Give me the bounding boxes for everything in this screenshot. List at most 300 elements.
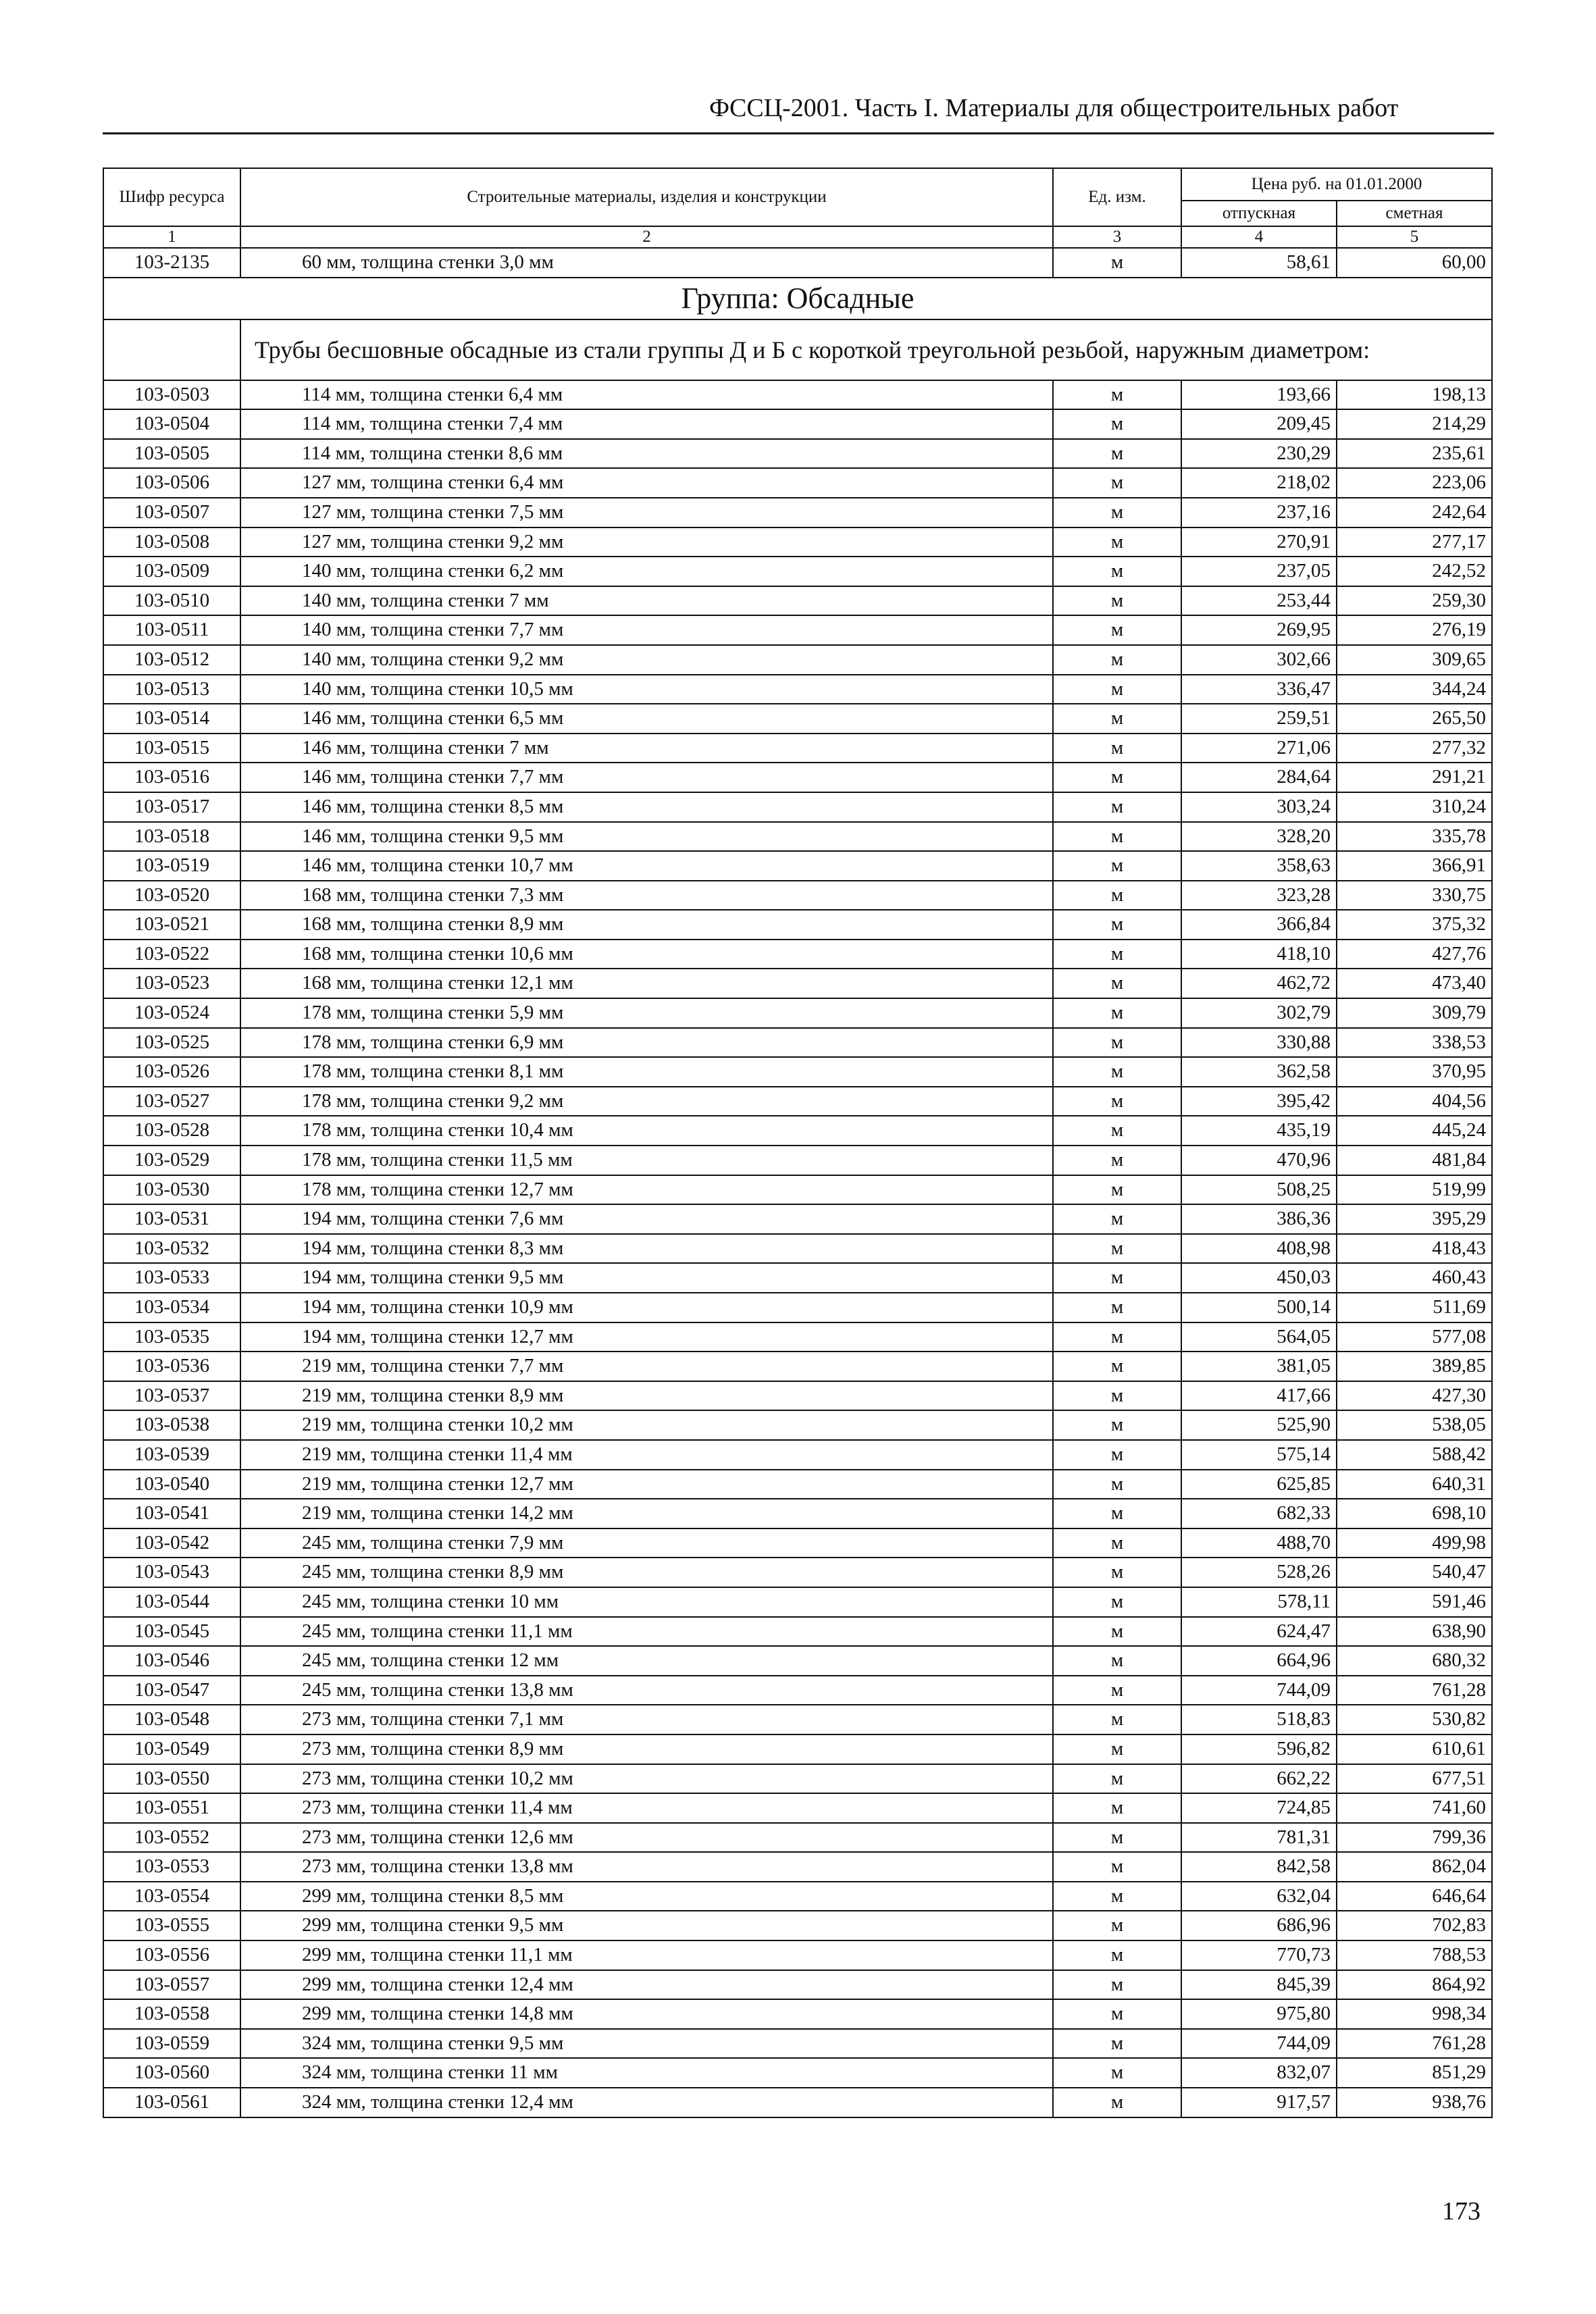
cell-code: 103-0550 xyxy=(103,1764,240,1794)
cell-unit: м xyxy=(1053,998,1181,1028)
cell-estimate-price: 291,21 xyxy=(1337,763,1492,792)
cell-release-price: 253,44 xyxy=(1181,586,1337,616)
cell-estimate-price: 761,28 xyxy=(1337,2029,1492,2059)
cell-estimate-price: 646,64 xyxy=(1337,1882,1492,1911)
cell-release-price: 323,28 xyxy=(1181,881,1337,910)
cell-unit: м xyxy=(1053,1028,1181,1058)
cell-release-price: 596,82 xyxy=(1181,1734,1337,1764)
table-row xyxy=(103,1823,1492,1853)
table-row xyxy=(103,851,1492,881)
table-row xyxy=(103,1558,1492,1587)
cell-estimate-price: 330,75 xyxy=(1337,881,1492,910)
cell-code: 103-0539 xyxy=(103,1440,240,1470)
cell-code: 103-0558 xyxy=(103,1999,240,2029)
group-description-row xyxy=(103,319,1492,380)
table-row xyxy=(103,881,1492,910)
column-numbers-row xyxy=(103,226,1492,248)
table-row xyxy=(103,1410,1492,1440)
cell-unit: м xyxy=(1053,969,1181,998)
cell-estimate-price: 519,99 xyxy=(1337,1175,1492,1205)
cell-release-price: 270,91 xyxy=(1181,528,1337,557)
cell-name: 60 мм, толщина стенки 3,0 мм xyxy=(240,248,1053,278)
cell-code: 103-0520 xyxy=(103,881,240,910)
table-row xyxy=(103,645,1492,675)
cell-name: 127 мм, толщина стенки 6,4 мм xyxy=(240,468,1053,498)
cell-estimate-price: 370,95 xyxy=(1337,1057,1492,1087)
cell-estimate-price: 577,08 xyxy=(1337,1322,1492,1352)
cell-estimate-price: 198,13 xyxy=(1337,380,1492,410)
cell-release-price: 193,66 xyxy=(1181,380,1337,410)
cell-release-price: 632,04 xyxy=(1181,1882,1337,1911)
cell-name: 146 мм, толщина стенки 7 мм xyxy=(240,734,1053,763)
group-title-row xyxy=(103,278,1492,319)
cell-unit: м xyxy=(1053,1410,1181,1440)
cell-name: 140 мм, толщина стенки 10,5 мм xyxy=(240,675,1053,704)
cell-release-price: 518,83 xyxy=(1181,1705,1337,1734)
cell-estimate-price: 460,43 xyxy=(1337,1263,1492,1293)
table-row xyxy=(103,615,1492,645)
cell-estimate-price: 335,78 xyxy=(1337,822,1492,852)
cell-name: 146 мм, толщина стенки 7,7 мм xyxy=(240,763,1053,792)
cell-name: 127 мм, толщина стенки 9,2 мм xyxy=(240,528,1053,557)
cell-code: 103-0514 xyxy=(103,704,240,734)
cell-unit: м xyxy=(1053,1940,1181,1970)
cell-estimate-price: 864,92 xyxy=(1337,1970,1492,2000)
cell-code: 103-0545 xyxy=(103,1617,240,1647)
cell-estimate-price: 259,30 xyxy=(1337,586,1492,616)
cell-release-price: 209,45 xyxy=(1181,409,1337,439)
cell-release-price: 362,58 xyxy=(1181,1057,1337,1087)
cell-name: 245 мм, толщина стенки 7,9 мм xyxy=(240,1528,1053,1558)
cell-estimate-price: 680,32 xyxy=(1337,1646,1492,1676)
cell-release-price: 624,47 xyxy=(1181,1617,1337,1647)
cell-code: 103-0560 xyxy=(103,2058,240,2088)
cell-unit: м xyxy=(1053,586,1181,616)
cell-unit: м xyxy=(1053,615,1181,645)
cell-unit: м xyxy=(1053,910,1181,940)
cell-unit: м xyxy=(1053,1116,1181,1146)
cell-estimate-price: 389,85 xyxy=(1337,1352,1492,1381)
cell-unit: м xyxy=(1053,1823,1181,1853)
table-row xyxy=(103,1234,1492,1264)
cell-estimate-price: 698,10 xyxy=(1337,1499,1492,1528)
table-row xyxy=(103,1057,1492,1087)
table-row xyxy=(103,1499,1492,1528)
cell-code: 103-0543 xyxy=(103,1558,240,1587)
table-row xyxy=(103,1146,1492,1175)
group-description: Трубы бесшовные обсадные из стали группы Д и Б с короткой треугольной резьбой, наружным диаметром: xyxy=(240,319,1492,380)
cell-unit: м xyxy=(1053,1970,1181,2000)
cell-code: 103-0524 xyxy=(103,998,240,1028)
cell-estimate-price: 310,24 xyxy=(1337,792,1492,822)
table-row xyxy=(103,439,1492,469)
cell-release-price: 724,85 xyxy=(1181,1793,1337,1823)
table-row xyxy=(103,468,1492,498)
cell-estimate-price: 427,76 xyxy=(1337,940,1492,969)
cell-unit: м xyxy=(1053,1146,1181,1175)
cell-name: 219 мм, толщина стенки 10,2 мм xyxy=(240,1410,1053,1440)
cell-unit: м xyxy=(1053,1852,1181,1882)
cell-name: 219 мм, толщина стенки 8,9 мм xyxy=(240,1381,1053,1411)
cell-code: 103-0505 xyxy=(103,439,240,469)
cell-estimate-price: 404,56 xyxy=(1337,1087,1492,1116)
cell-code: 103-0551 xyxy=(103,1793,240,1823)
cell-estimate-price: 851,29 xyxy=(1337,2058,1492,2088)
cell-unit: м xyxy=(1053,822,1181,852)
cell-name: 299 мм, толщина стенки 11,1 мм xyxy=(240,1940,1053,1970)
cell-name: 146 мм, толщина стенки 10,7 мм xyxy=(240,851,1053,881)
cell-estimate-price: 344,24 xyxy=(1337,675,1492,704)
cell-estimate-price: 445,24 xyxy=(1337,1116,1492,1146)
cell-release-price: 435,19 xyxy=(1181,1116,1337,1146)
cell-release-price: 781,31 xyxy=(1181,1823,1337,1853)
cell-code: 103-0515 xyxy=(103,734,240,763)
cell-code: 103-0504 xyxy=(103,409,240,439)
table-row xyxy=(103,2058,1492,2088)
cell-unit: м xyxy=(1053,1381,1181,1411)
cell-release-price: 578,11 xyxy=(1181,1587,1337,1617)
cell-estimate-price: 530,82 xyxy=(1337,1705,1492,1734)
cell-code: 103-0510 xyxy=(103,586,240,616)
cell-name: 140 мм, толщина стенки 6,2 мм xyxy=(240,557,1053,586)
table-row xyxy=(103,1204,1492,1234)
cell-unit: м xyxy=(1053,498,1181,528)
cell-name: 140 мм, толщина стенки 9,2 мм xyxy=(240,645,1053,675)
cell-estimate-price: 481,84 xyxy=(1337,1146,1492,1175)
cell-unit: м xyxy=(1053,1999,1181,2029)
cell-name: 178 мм, толщина стенки 5,9 мм xyxy=(240,998,1053,1028)
table-row xyxy=(103,969,1492,998)
table-row xyxy=(103,2029,1492,2059)
cell-estimate-price: 427,30 xyxy=(1337,1381,1492,1411)
table-row xyxy=(103,1116,1492,1146)
cell-estimate-price: 677,51 xyxy=(1337,1764,1492,1794)
cell-release-price: 284,64 xyxy=(1181,763,1337,792)
cell-release-price: 564,05 xyxy=(1181,1322,1337,1352)
cell-unit: м xyxy=(1053,881,1181,910)
cell-estimate-price: 375,32 xyxy=(1337,910,1492,940)
cell-release-price: 832,07 xyxy=(1181,2058,1337,2088)
cell-name: 324 мм, толщина стенки 12,4 мм xyxy=(240,2088,1053,2117)
cell-release-price: 302,66 xyxy=(1181,645,1337,675)
header-rule xyxy=(103,132,1494,134)
cell-estimate-price: 640,31 xyxy=(1337,1470,1492,1499)
cell-code: 103-0521 xyxy=(103,910,240,940)
cell-release-price: 508,25 xyxy=(1181,1175,1337,1205)
cell-release-price: 358,63 xyxy=(1181,851,1337,881)
cell-release-price: 336,47 xyxy=(1181,675,1337,704)
cell-release-price: 237,16 xyxy=(1181,498,1337,528)
col-number: 2 xyxy=(240,226,1053,248)
cell-name: 178 мм, толщина стенки 10,4 мм xyxy=(240,1116,1053,1146)
cell-code: 103-0527 xyxy=(103,1087,240,1116)
cell-estimate-price: 741,60 xyxy=(1337,1793,1492,1823)
cell-code: 103-0526 xyxy=(103,1057,240,1087)
cell-estimate-price: 788,53 xyxy=(1337,1940,1492,1970)
cell-estimate-price: 538,05 xyxy=(1337,1410,1492,1440)
cell-estimate-price: 938,76 xyxy=(1337,2088,1492,2117)
cell-name: 178 мм, толщина стенки 12,7 мм xyxy=(240,1175,1053,1205)
table-row xyxy=(103,1381,1492,1411)
table-row xyxy=(103,1911,1492,1940)
cell-release-price: 218,02 xyxy=(1181,468,1337,498)
table-row xyxy=(103,1322,1492,1352)
cell-release-price: 259,51 xyxy=(1181,704,1337,734)
table-row xyxy=(103,1470,1492,1499)
cell-unit: м xyxy=(1053,2088,1181,2117)
table-row xyxy=(103,1734,1492,1764)
cell-release-price: 625,85 xyxy=(1181,1470,1337,1499)
cell-name: 299 мм, толщина стенки 9,5 мм xyxy=(240,1911,1053,1940)
cell-release-price: 237,05 xyxy=(1181,557,1337,586)
cell-name: 273 мм, толщина стенки 10,2 мм xyxy=(240,1764,1053,1794)
table-row xyxy=(103,586,1492,616)
table-row xyxy=(103,1587,1492,1617)
cell-unit: м xyxy=(1053,1322,1181,1352)
cell-release-price: 662,22 xyxy=(1181,1764,1337,1794)
cell-unit: м xyxy=(1053,1528,1181,1558)
cell-code: 103-0549 xyxy=(103,1734,240,1764)
cell-unit: м xyxy=(1053,940,1181,969)
table-row xyxy=(103,557,1492,586)
cell-unit: м xyxy=(1053,645,1181,675)
cell-unit: м xyxy=(1053,380,1181,410)
cell-unit: м xyxy=(1053,704,1181,734)
cell-estimate-price: 473,40 xyxy=(1337,969,1492,998)
cell-release-price: 58,61 xyxy=(1181,248,1337,278)
cell-release-price: 686,96 xyxy=(1181,1911,1337,1940)
cell-release-price: 770,73 xyxy=(1181,1940,1337,1970)
cell-code: 103-0535 xyxy=(103,1322,240,1352)
cell-unit: м xyxy=(1053,1793,1181,1823)
cell-unit: м xyxy=(1053,1263,1181,1293)
cell-name: 273 мм, толщина стенки 7,1 мм xyxy=(240,1705,1053,1734)
cell-name: 299 мм, толщина стенки 12,4 мм xyxy=(240,1970,1053,2000)
cell-name: 168 мм, толщина стенки 7,3 мм xyxy=(240,881,1053,910)
cell-unit: м xyxy=(1053,1882,1181,1911)
cell-release-price: 366,84 xyxy=(1181,910,1337,940)
cell-release-price: 450,03 xyxy=(1181,1263,1337,1293)
col-estimate-header: сметная xyxy=(1337,201,1492,226)
cell-estimate-price: 235,61 xyxy=(1337,439,1492,469)
cell-code: 103-0554 xyxy=(103,1882,240,1911)
cell-name: 245 мм, толщина стенки 11,1 мм xyxy=(240,1617,1053,1647)
cell-estimate-price: 702,83 xyxy=(1337,1911,1492,1940)
cell-unit: м xyxy=(1053,1617,1181,1647)
cell-code: 103-0530 xyxy=(103,1175,240,1205)
cell-release-price: 488,70 xyxy=(1181,1528,1337,1558)
table-row xyxy=(103,1970,1492,2000)
cell-unit: м xyxy=(1053,1234,1181,1264)
cell-unit: м xyxy=(1053,1558,1181,1587)
cell-release-price: 330,88 xyxy=(1181,1028,1337,1058)
cell-name: 219 мм, толщина стенки 14,2 мм xyxy=(240,1499,1053,1528)
cell-code: 103-0523 xyxy=(103,969,240,998)
cell-name: 168 мм, толщина стенки 10,6 мм xyxy=(240,940,1053,969)
table-row xyxy=(103,248,1492,278)
cell-unit: м xyxy=(1053,675,1181,704)
cell-name: 245 мм, толщина стенки 10 мм xyxy=(240,1587,1053,1617)
table-row xyxy=(103,734,1492,763)
table-row xyxy=(103,822,1492,852)
cell-name: 324 мм, толщина стенки 9,5 мм xyxy=(240,2029,1053,2059)
cell-estimate-price: 309,79 xyxy=(1337,998,1492,1028)
cell-unit: м xyxy=(1053,1676,1181,1705)
table-row xyxy=(103,1646,1492,1676)
table-row xyxy=(103,1940,1492,1970)
cell-unit: м xyxy=(1053,439,1181,469)
cell-estimate-price: 223,06 xyxy=(1337,468,1492,498)
cell-code: 103-2135 xyxy=(103,248,240,278)
cell-code: 103-0548 xyxy=(103,1705,240,1734)
cell-estimate-price: 276,19 xyxy=(1337,615,1492,645)
table-row xyxy=(103,1263,1492,1293)
table-head xyxy=(103,168,1492,248)
cell-estimate-price: 214,29 xyxy=(1337,409,1492,439)
cell-unit: м xyxy=(1053,409,1181,439)
cell-code: 103-0517 xyxy=(103,792,240,822)
cell-code: 103-0531 xyxy=(103,1204,240,1234)
cell-code: 103-0561 xyxy=(103,2088,240,2117)
cell-name: 178 мм, толщина стенки 11,5 мм xyxy=(240,1146,1053,1175)
cell-name: 168 мм, толщина стенки 8,9 мм xyxy=(240,910,1053,940)
cell-name: 146 мм, толщина стенки 6,5 мм xyxy=(240,704,1053,734)
cell-code: 103-0511 xyxy=(103,615,240,645)
cell-estimate-price: 242,52 xyxy=(1337,557,1492,586)
cell-unit: м xyxy=(1053,1440,1181,1470)
cell-code: 103-0508 xyxy=(103,528,240,557)
cell-code: 103-0546 xyxy=(103,1646,240,1676)
cell-estimate-price: 60,00 xyxy=(1337,248,1492,278)
cell-name: 219 мм, толщина стенки 11,4 мм xyxy=(240,1440,1053,1470)
cell-unit: м xyxy=(1053,1764,1181,1794)
cell-unit: м xyxy=(1053,2058,1181,2088)
cell-estimate-price: 511,69 xyxy=(1337,1293,1492,1322)
cell-estimate-price: 998,34 xyxy=(1337,1999,1492,2029)
cell-estimate-price: 418,43 xyxy=(1337,1234,1492,1264)
cell-release-price: 744,09 xyxy=(1181,2029,1337,2059)
table-row xyxy=(103,409,1492,439)
table-row xyxy=(103,940,1492,969)
cell-code: 103-0529 xyxy=(103,1146,240,1175)
cell-code: 103-0538 xyxy=(103,1410,240,1440)
col-code-header: Шифр ресурса xyxy=(103,168,240,226)
table-body xyxy=(103,248,1492,2117)
col-name-header: Строительные материалы, изделия и конструкции xyxy=(240,168,1053,226)
cell-name: 194 мм, толщина стенки 7,6 мм xyxy=(240,1204,1053,1234)
cell-estimate-price: 309,65 xyxy=(1337,645,1492,675)
cell-name: 194 мм, толщина стенки 9,5 мм xyxy=(240,1263,1053,1293)
cell-code: 103-0544 xyxy=(103,1587,240,1617)
cell-release-price: 744,09 xyxy=(1181,1676,1337,1705)
cell-code: 103-0557 xyxy=(103,1970,240,2000)
table-row xyxy=(103,910,1492,940)
cell-code: 103-0513 xyxy=(103,675,240,704)
cell-unit: м xyxy=(1053,1057,1181,1087)
cell-unit: м xyxy=(1053,1705,1181,1734)
page-number: 173 xyxy=(1442,2197,1481,2226)
table-row xyxy=(103,1440,1492,1470)
cell-unit: м xyxy=(1053,1911,1181,1940)
cell-release-price: 271,06 xyxy=(1181,734,1337,763)
cell-code: 103-0503 xyxy=(103,380,240,410)
cell-release-price: 525,90 xyxy=(1181,1410,1337,1440)
cell-code: 103-0506 xyxy=(103,468,240,498)
cell-code: 103-0555 xyxy=(103,1911,240,1940)
cell-name: 324 мм, толщина стенки 11 мм xyxy=(240,2058,1053,2088)
table-row xyxy=(103,2088,1492,2117)
page-header: ФССЦ-2001. Часть I. Материалы для общестроительных работ xyxy=(709,94,1399,122)
cell-release-price: 417,66 xyxy=(1181,1381,1337,1411)
col-number: 5 xyxy=(1337,226,1492,248)
table-row xyxy=(103,1352,1492,1381)
table-row xyxy=(103,1676,1492,1705)
cell-name: 168 мм, толщина стенки 12,1 мм xyxy=(240,969,1053,998)
table-row xyxy=(103,498,1492,528)
cell-unit: м xyxy=(1053,557,1181,586)
cell-code: 103-0516 xyxy=(103,763,240,792)
cell-name: 178 мм, толщина стенки 8,1 мм xyxy=(240,1057,1053,1087)
cell-estimate-price: 540,47 xyxy=(1337,1558,1492,1587)
cell-release-price: 917,57 xyxy=(1181,2088,1337,2117)
table-row xyxy=(103,998,1492,1028)
cell-name: 146 мм, толщина стенки 8,5 мм xyxy=(240,792,1053,822)
cell-name: 245 мм, толщина стенки 12 мм xyxy=(240,1646,1053,1676)
cell-code: 103-0518 xyxy=(103,822,240,852)
cell-name: 299 мм, толщина стенки 8,5 мм xyxy=(240,1882,1053,1911)
cell-estimate-price: 499,98 xyxy=(1337,1528,1492,1558)
cell-name: 273 мм, толщина стенки 8,9 мм xyxy=(240,1734,1053,1764)
table-row xyxy=(103,1028,1492,1058)
cell-name: 178 мм, толщина стенки 9,2 мм xyxy=(240,1087,1053,1116)
table-row xyxy=(103,1293,1492,1322)
cell-release-price: 842,58 xyxy=(1181,1852,1337,1882)
cell-estimate-price: 338,53 xyxy=(1337,1028,1492,1058)
cell-unit: м xyxy=(1053,792,1181,822)
table-row xyxy=(103,1999,1492,2029)
cell-code: 103-0540 xyxy=(103,1470,240,1499)
cell-unit: м xyxy=(1053,734,1181,763)
cell-code: 103-0541 xyxy=(103,1499,240,1528)
table-row xyxy=(103,704,1492,734)
price-table xyxy=(103,168,1493,2118)
table-row xyxy=(103,528,1492,557)
cell-release-price: 302,79 xyxy=(1181,998,1337,1028)
cell-code: 103-0522 xyxy=(103,940,240,969)
cell-estimate-price: 395,29 xyxy=(1337,1204,1492,1234)
cell-name: 114 мм, толщина стенки 8,6 мм xyxy=(240,439,1053,469)
cell-name: 114 мм, толщина стенки 6,4 мм xyxy=(240,380,1053,410)
cell-estimate-price: 277,32 xyxy=(1337,734,1492,763)
cell-estimate-price: 588,42 xyxy=(1337,1440,1492,1470)
table-row xyxy=(103,675,1492,704)
cell-unit: м xyxy=(1053,1204,1181,1234)
cell-release-price: 408,98 xyxy=(1181,1234,1337,1264)
cell-code: 103-0525 xyxy=(103,1028,240,1058)
cell-estimate-price: 761,28 xyxy=(1337,1676,1492,1705)
cell-code: 103-0519 xyxy=(103,851,240,881)
cell-release-price: 528,26 xyxy=(1181,1558,1337,1587)
table-row xyxy=(103,380,1492,410)
cell-code: 103-0509 xyxy=(103,557,240,586)
cell-name: 194 мм, толщина стенки 10,9 мм xyxy=(240,1293,1053,1322)
cell-unit: м xyxy=(1053,1587,1181,1617)
col-number: 4 xyxy=(1181,226,1337,248)
cell-name: 219 мм, толщина стенки 12,7 мм xyxy=(240,1470,1053,1499)
table-row xyxy=(103,792,1492,822)
cell-code: 103-0552 xyxy=(103,1823,240,1853)
cell-code: 103-0542 xyxy=(103,1528,240,1558)
